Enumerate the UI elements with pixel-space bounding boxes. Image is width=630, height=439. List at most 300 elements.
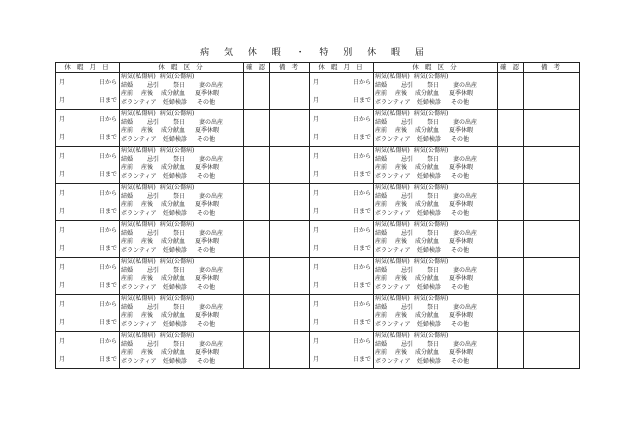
category-option[interactable]: 祭日 <box>427 81 440 89</box>
category-option[interactable]: 成分献血 <box>161 312 186 320</box>
category-line-birth <box>120 90 243 99</box>
category-option[interactable]: ボランティア <box>121 209 157 217</box>
category-option[interactable]: 病気(公傷病) <box>413 73 449 80</box>
remarks-cell[interactable] <box>524 258 580 295</box>
remarks-cell[interactable] <box>270 73 310 110</box>
category-option[interactable]: 妊婦検診 <box>163 209 188 217</box>
category-option[interactable]: 病気(公傷病) <box>159 295 195 302</box>
category-option[interactable]: 忌引 <box>401 155 414 163</box>
category-option[interactable]: 結婚 <box>121 81 134 89</box>
category-option[interactable]: 産前 <box>121 275 134 283</box>
date-until-line <box>56 355 119 364</box>
confirm-cell[interactable] <box>498 184 524 221</box>
category-option[interactable]: ボランティア <box>121 246 157 254</box>
category-option[interactable]: ボランティア <box>375 246 411 254</box>
category-option[interactable]: 病気(私傷病) <box>375 73 410 80</box>
category-option[interactable]: 妊婦検診 <box>417 320 442 328</box>
leave-date-cell[interactable] <box>56 147 120 184</box>
category-option[interactable]: 結婚 <box>375 303 388 311</box>
category-line-sick <box>120 110 243 119</box>
category-option[interactable]: 産後 <box>141 90 154 98</box>
remarks-cell[interactable] <box>270 110 310 147</box>
category-option[interactable]: 祭日 <box>427 266 440 274</box>
category-option[interactable]: 祭日 <box>173 229 186 237</box>
category-option[interactable]: 産後 <box>141 312 154 320</box>
category-option[interactable]: 成分献血 <box>161 164 186 172</box>
leave-category-cell[interactable] <box>374 147 498 184</box>
category-option[interactable]: 妊婦検診 <box>163 98 188 106</box>
remarks-cell[interactable] <box>270 147 310 184</box>
category-line-family <box>120 267 243 276</box>
remarks-cell[interactable] <box>524 295 580 332</box>
leave-category-cell[interactable] <box>120 295 244 332</box>
category-option[interactable]: ボランティア <box>121 135 157 143</box>
category-option[interactable]: ボランティア <box>121 98 157 106</box>
category-option[interactable]: 祭日 <box>173 303 186 311</box>
category-option[interactable]: 妻の出産 <box>199 266 224 274</box>
category-option[interactable]: 妊婦検診 <box>163 135 188 143</box>
category-option[interactable]: 産後 <box>141 238 154 246</box>
category-option[interactable]: 産後 <box>395 164 408 172</box>
category-option[interactable]: 妊婦検診 <box>417 209 442 217</box>
category-option[interactable]: 夏季休暇 <box>195 238 220 246</box>
category-option[interactable]: 産後 <box>141 201 154 209</box>
confirm-cell[interactable] <box>244 221 270 258</box>
category-option[interactable]: 病気(私傷病) <box>375 221 410 228</box>
category-option[interactable]: 祭日 <box>173 118 186 126</box>
category-option[interactable]: 忌引 <box>147 303 160 311</box>
category-option[interactable]: 忌引 <box>401 340 414 348</box>
confirm-cell[interactable] <box>244 332 270 369</box>
category-option[interactable]: 妊婦検診 <box>163 283 188 291</box>
category-option[interactable]: 病気(私傷病) <box>375 258 410 265</box>
category-option[interactable]: 妻の出産 <box>199 155 224 163</box>
category-option[interactable]: 忌引 <box>147 340 160 348</box>
category-option[interactable]: ボランティア <box>121 283 157 291</box>
category-option[interactable]: 忌引 <box>147 81 160 89</box>
confirm-cell[interactable] <box>498 110 524 147</box>
category-option[interactable]: 妊婦検診 <box>163 320 188 328</box>
category-option[interactable]: 病気(公傷病) <box>159 221 195 228</box>
category-option[interactable]: 結婚 <box>121 155 134 163</box>
remarks-cell[interactable] <box>270 295 310 332</box>
category-option[interactable]: 成分献血 <box>161 201 186 209</box>
category-option[interactable]: 妊婦検診 <box>163 172 188 180</box>
leave-date-cell[interactable] <box>310 73 374 110</box>
category-option[interactable]: 妊婦検診 <box>163 357 188 365</box>
from-label: 日から <box>98 226 117 234</box>
category-option[interactable]: その他 <box>451 283 470 291</box>
category-option[interactable]: 祭日 <box>427 229 440 237</box>
category-option[interactable]: 産後 <box>141 164 154 172</box>
from-label: 日から <box>352 189 371 197</box>
leave-date-cell[interactable] <box>56 258 120 295</box>
category-option[interactable]: その他 <box>451 135 470 143</box>
category-option[interactable]: 妻の出産 <box>199 303 224 311</box>
category-option[interactable]: 妊婦検診 <box>417 357 442 365</box>
category-option[interactable]: 祭日 <box>173 155 186 163</box>
category-option[interactable]: 祭日 <box>427 118 440 126</box>
category-option[interactable]: 成分献血 <box>415 201 440 209</box>
category-option[interactable]: 病気(私傷病) <box>375 147 410 154</box>
category-option[interactable]: その他 <box>451 320 470 328</box>
category-option[interactable]: 病気(公傷病) <box>413 332 449 339</box>
category-option[interactable]: 病気(公傷病) <box>159 73 195 80</box>
category-option[interactable]: 産前 <box>121 349 134 357</box>
month-label: 月 <box>313 281 320 289</box>
month-label: 月 <box>313 226 320 234</box>
category-option[interactable]: 夏季休暇 <box>195 312 220 320</box>
confirm-cell[interactable] <box>498 295 524 332</box>
confirm-cell[interactable] <box>498 73 524 110</box>
category-option[interactable]: ボランティア <box>375 283 411 291</box>
category-option[interactable]: 病気(私傷病) <box>121 184 156 191</box>
category-option[interactable]: その他 <box>197 320 216 328</box>
category-option[interactable]: 産後 <box>395 312 408 320</box>
category-option[interactable]: 産後 <box>141 127 154 135</box>
category-option[interactable]: 成分献血 <box>415 238 440 246</box>
category-line-birth <box>120 312 243 321</box>
category-option[interactable]: 病気(公傷病) <box>413 258 449 265</box>
remarks-cell[interactable] <box>270 332 310 369</box>
month-label: 月 <box>59 244 66 252</box>
category-option[interactable]: 病気(公傷病) <box>159 110 195 117</box>
category-option[interactable]: 妻の出産 <box>453 155 478 163</box>
remarks-cell[interactable] <box>270 221 310 258</box>
leave-category-cell[interactable] <box>120 147 244 184</box>
category-option[interactable]: 結婚 <box>375 118 388 126</box>
category-option[interactable]: 成分献血 <box>415 164 440 172</box>
category-option[interactable]: 結婚 <box>121 303 134 311</box>
remarks-cell[interactable] <box>524 110 580 147</box>
category-option[interactable]: 病気(私傷病) <box>121 110 156 117</box>
category-option[interactable]: 結婚 <box>375 340 388 348</box>
category-option[interactable]: 産前 <box>375 349 388 357</box>
month-label: 月 <box>59 355 66 363</box>
category-option[interactable]: その他 <box>197 246 216 254</box>
category-option[interactable]: その他 <box>451 98 470 106</box>
confirm-cell[interactable] <box>498 258 524 295</box>
category-option[interactable]: 産後 <box>395 201 408 209</box>
category-option[interactable]: 夏季休暇 <box>195 164 220 172</box>
category-option[interactable]: 妻の出産 <box>453 118 478 126</box>
month-label: 月 <box>59 78 66 86</box>
category-option[interactable]: 病気(私傷病) <box>121 73 156 80</box>
category-option[interactable]: 妊婦検診 <box>417 135 442 143</box>
category-option[interactable]: その他 <box>197 135 216 143</box>
category-line-family <box>374 304 497 313</box>
category-option[interactable]: 結婚 <box>375 155 388 163</box>
leave-category-cell[interactable] <box>374 221 498 258</box>
category-option[interactable]: 成分献血 <box>415 127 440 135</box>
leave-date-cell[interactable] <box>56 184 120 221</box>
category-option[interactable]: 病気(公傷病) <box>159 258 195 265</box>
category-option[interactable]: 妊婦検診 <box>417 98 442 106</box>
remarks-cell[interactable] <box>270 184 310 221</box>
category-option[interactable]: 成分献血 <box>415 275 440 283</box>
category-option[interactable]: その他 <box>197 283 216 291</box>
category-option[interactable]: 病気(公傷病) <box>413 147 449 154</box>
category-option[interactable]: 夏季休暇 <box>195 275 220 283</box>
leave-date-cell[interactable] <box>56 110 120 147</box>
category-option[interactable]: 夏季休暇 <box>449 238 474 246</box>
category-option[interactable]: 夏季休暇 <box>449 349 474 357</box>
from-label: 日から <box>352 115 371 123</box>
leave-date-cell[interactable] <box>310 258 374 295</box>
category-option[interactable]: 忌引 <box>401 303 414 311</box>
category-option[interactable]: 病気(公傷病) <box>159 184 195 191</box>
category-option[interactable]: 産前 <box>121 238 134 246</box>
category-option[interactable]: 忌引 <box>147 229 160 237</box>
category-option[interactable]: 産前 <box>375 201 388 209</box>
category-option[interactable]: 病気(公傷病) <box>413 110 449 117</box>
category-option[interactable]: 祭日 <box>427 192 440 200</box>
category-option[interactable]: 産前 <box>375 312 388 320</box>
category-option[interactable]: 産前 <box>121 312 134 320</box>
category-line-other <box>374 210 497 219</box>
category-option[interactable]: 夏季休暇 <box>195 90 220 98</box>
leave-category-cell[interactable] <box>374 332 498 369</box>
leave-date-cell[interactable] <box>56 73 120 110</box>
category-option[interactable]: その他 <box>197 357 216 365</box>
category-option[interactable]: 妻の出産 <box>199 340 224 348</box>
leave-category-cell[interactable] <box>374 73 498 110</box>
category-option[interactable]: 祭日 <box>173 192 186 200</box>
category-option[interactable]: その他 <box>197 209 216 217</box>
category-option[interactable]: 祭日 <box>427 155 440 163</box>
leave-date-cell[interactable] <box>310 184 374 221</box>
category-option[interactable]: 結婚 <box>121 229 134 237</box>
leave-category-cell[interactable] <box>374 295 498 332</box>
category-option[interactable]: 病気(私傷病) <box>375 184 410 191</box>
category-option[interactable]: 忌引 <box>401 229 414 237</box>
category-option[interactable]: ボランティア <box>121 320 157 328</box>
category-option[interactable]: 産前 <box>375 238 388 246</box>
category-option[interactable]: 産前 <box>375 164 388 172</box>
category-option[interactable]: 忌引 <box>401 81 414 89</box>
confirm-cell[interactable] <box>244 110 270 147</box>
leave-date-cell[interactable] <box>56 332 120 369</box>
category-option[interactable]: 成分献血 <box>415 349 440 357</box>
remarks-cell[interactable] <box>524 332 580 369</box>
category-option[interactable]: 産前 <box>121 127 134 135</box>
category-option[interactable]: 病気(公傷病) <box>413 295 449 302</box>
confirm-cell[interactable] <box>244 258 270 295</box>
leave-date-cell[interactable] <box>56 221 120 258</box>
category-option[interactable]: 忌引 <box>147 266 160 274</box>
category-option[interactable]: 産前 <box>375 127 388 135</box>
category-option[interactable]: 産後 <box>395 349 408 357</box>
leave-category-cell[interactable] <box>120 73 244 110</box>
leave-date-cell[interactable] <box>310 221 374 258</box>
leave-date-cell[interactable] <box>310 332 374 369</box>
category-option[interactable]: ボランティア <box>375 135 411 143</box>
category-option[interactable]: 忌引 <box>147 155 160 163</box>
remarks-cell[interactable] <box>524 73 580 110</box>
category-option[interactable]: 産後 <box>395 127 408 135</box>
category-option[interactable]: 成分献血 <box>161 127 186 135</box>
leave-date-cell[interactable] <box>310 110 374 147</box>
date-from-line <box>310 300 373 309</box>
from-label: 日から <box>352 263 371 271</box>
category-line-birth <box>374 275 497 284</box>
category-option[interactable]: 夏季休暇 <box>449 164 474 172</box>
category-option[interactable]: 夏季休暇 <box>195 127 220 135</box>
category-option[interactable]: ボランティア <box>121 357 157 365</box>
leave-category-cell[interactable] <box>120 332 244 369</box>
category-option[interactable]: 祭日 <box>173 340 186 348</box>
category-option[interactable]: 病気(私傷病) <box>121 258 156 265</box>
category-option[interactable]: 妊婦検診 <box>163 246 188 254</box>
category-option[interactable]: 妻の出産 <box>453 266 478 274</box>
category-option[interactable]: 成分献血 <box>161 238 186 246</box>
category-option[interactable]: 夏季休暇 <box>449 90 474 98</box>
leave-row <box>56 147 580 184</box>
category-option[interactable]: ボランティア <box>121 172 157 180</box>
category-option[interactable]: 産後 <box>395 90 408 98</box>
category-option[interactable]: 病気(私傷病) <box>121 147 156 154</box>
category-option[interactable]: 産後 <box>395 275 408 283</box>
date-until-line <box>310 96 373 105</box>
date-from-line <box>310 152 373 161</box>
month-label: 月 <box>59 189 66 197</box>
category-line-birth <box>120 127 243 136</box>
category-option[interactable]: 産後 <box>141 275 154 283</box>
confirm-cell[interactable] <box>244 147 270 184</box>
category-option[interactable]: ボランティア <box>375 357 411 365</box>
confirm-cell[interactable] <box>244 73 270 110</box>
remarks-cell[interactable] <box>524 147 580 184</box>
category-option[interactable]: 忌引 <box>147 192 160 200</box>
category-option[interactable]: 産前 <box>375 275 388 283</box>
category-option[interactable]: 病気(私傷病) <box>375 295 410 302</box>
category-option[interactable]: 夏季休暇 <box>449 127 474 135</box>
category-option[interactable]: 結婚 <box>121 192 134 200</box>
category-option[interactable]: 産前 <box>121 90 134 98</box>
leave-category-cell[interactable] <box>374 110 498 147</box>
category-option[interactable]: 成分献血 <box>415 312 440 320</box>
category-option[interactable]: 忌引 <box>401 118 414 126</box>
leave-category-cell[interactable] <box>120 258 244 295</box>
category-option[interactable]: 妻の出産 <box>199 81 224 89</box>
category-option[interactable]: 祭日 <box>427 340 440 348</box>
category-option[interactable]: 成分献血 <box>161 275 186 283</box>
remarks-cell[interactable] <box>524 184 580 221</box>
from-label: 日から <box>98 337 117 345</box>
category-option[interactable]: その他 <box>451 357 470 365</box>
category-option[interactable]: 妻の出産 <box>199 118 224 126</box>
category-option[interactable]: 夏季休暇 <box>449 312 474 320</box>
category-option[interactable]: 結婚 <box>121 118 134 126</box>
category-option[interactable]: 妻の出産 <box>199 192 224 200</box>
category-option[interactable]: 夏季休暇 <box>449 201 474 209</box>
category-option[interactable]: 成分献血 <box>161 349 186 357</box>
category-option[interactable]: 妻の出産 <box>453 340 478 348</box>
leave-category-cell[interactable] <box>120 110 244 147</box>
category-option[interactable]: 忌引 <box>401 266 414 274</box>
category-option[interactable]: 祭日 <box>427 303 440 311</box>
category-option[interactable]: ボランティア <box>375 172 411 180</box>
category-option[interactable]: 病気(私傷病) <box>121 221 156 228</box>
category-option[interactable]: 病気(私傷病) <box>375 110 410 117</box>
category-option[interactable]: その他 <box>451 246 470 254</box>
confirm-cell[interactable] <box>244 295 270 332</box>
category-option[interactable]: 結婚 <box>121 266 134 274</box>
category-option[interactable]: 病気(公傷病) <box>159 147 195 154</box>
category-option[interactable]: 祭日 <box>173 266 186 274</box>
category-option[interactable]: 病気(私傷病) <box>375 332 410 339</box>
category-option[interactable]: 結婚 <box>375 192 388 200</box>
confirm-cell[interactable] <box>498 221 524 258</box>
category-option[interactable]: 産後 <box>395 238 408 246</box>
category-option[interactable]: その他 <box>451 172 470 180</box>
category-option[interactable]: その他 <box>451 209 470 217</box>
leave-category-cell[interactable] <box>374 258 498 295</box>
category-option[interactable]: 妻の出産 <box>453 192 478 200</box>
category-option[interactable]: 妻の出産 <box>453 81 478 89</box>
category-option[interactable]: 夏季休暇 <box>195 201 220 209</box>
category-line-other <box>374 247 497 256</box>
category-option[interactable]: その他 <box>197 172 216 180</box>
category-option[interactable]: 病気(私傷病) <box>121 332 156 339</box>
category-option[interactable]: 病気(公傷病) <box>159 332 195 339</box>
leave-date-cell[interactable] <box>310 147 374 184</box>
category-option[interactable]: 産後 <box>141 349 154 357</box>
category-option[interactable]: 成分献血 <box>415 90 440 98</box>
category-option[interactable]: 忌引 <box>401 192 414 200</box>
category-option[interactable]: 妻の出産 <box>453 303 478 311</box>
category-option[interactable]: 病気(私傷病) <box>121 295 156 302</box>
leave-date-cell[interactable] <box>56 295 120 332</box>
category-option[interactable]: 病気(公傷病) <box>413 221 449 228</box>
category-line-family <box>120 304 243 313</box>
category-option[interactable]: 夏季休暇 <box>449 275 474 283</box>
category-option[interactable]: 結婚 <box>375 81 388 89</box>
leave-date-cell[interactable] <box>310 295 374 332</box>
leave-category-cell[interactable] <box>120 184 244 221</box>
month-label: 月 <box>313 170 320 178</box>
category-option[interactable]: 結婚 <box>375 229 388 237</box>
category-option[interactable]: 産前 <box>375 90 388 98</box>
category-option[interactable]: 結婚 <box>375 266 388 274</box>
category-option[interactable]: 妊婦検診 <box>417 172 442 180</box>
category-option[interactable]: その他 <box>197 98 216 106</box>
category-option[interactable]: 妻の出産 <box>199 229 224 237</box>
confirm-cell[interactable] <box>498 147 524 184</box>
confirm-cell[interactable] <box>498 332 524 369</box>
category-option[interactable]: 産前 <box>121 201 134 209</box>
category-option[interactable]: 病気(公傷病) <box>413 184 449 191</box>
category-option[interactable]: ボランティア <box>375 98 411 106</box>
category-option[interactable]: ボランティア <box>375 320 411 328</box>
category-option[interactable]: 成分献血 <box>161 90 186 98</box>
leave-category-cell[interactable] <box>120 221 244 258</box>
category-option[interactable]: 妊婦検診 <box>417 283 442 291</box>
remarks-cell[interactable] <box>270 258 310 295</box>
category-option[interactable]: 祭日 <box>173 81 186 89</box>
category-option[interactable]: ボランティア <box>375 209 411 217</box>
category-option[interactable]: 結婚 <box>121 340 134 348</box>
category-option[interactable]: 産前 <box>121 164 134 172</box>
category-option[interactable]: 妻の出産 <box>453 229 478 237</box>
category-option[interactable]: 夏季休暇 <box>195 349 220 357</box>
category-option[interactable]: 忌引 <box>147 118 160 126</box>
confirm-cell[interactable] <box>244 184 270 221</box>
remarks-cell[interactable] <box>524 221 580 258</box>
category-line-family <box>120 230 243 239</box>
category-option[interactable]: 妊婦検診 <box>417 246 442 254</box>
leave-category-cell[interactable] <box>374 184 498 221</box>
